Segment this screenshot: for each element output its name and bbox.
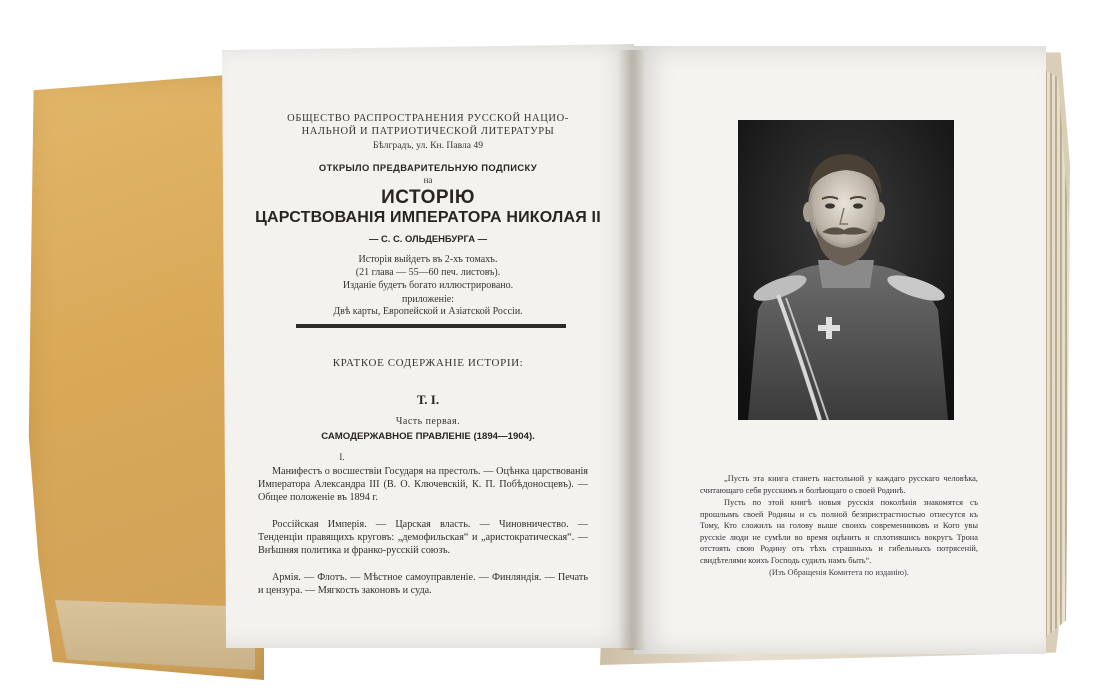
toc-paragraph-3: Армія. — Флотъ. — Мѣстное самоуправленіе. — Финляндія. — Печать и цензура. — Мягкость законовъ и суда.: [258, 572, 588, 596]
chapter-number: I.: [339, 452, 345, 462]
info-line-3: Изданіе будетъ богато иллюстрировано.: [342, 280, 514, 291]
subscription-announcement: ОТКРЫЛО ПРЕДВАРИТЕЛЬНУЮ ПОДПИСКУ: [318, 162, 538, 173]
quote-source: (Изъ Обращенія Комитета по изданію).: [769, 568, 909, 577]
torn-paper-edge: [55, 600, 255, 670]
quote-paragraph-2: Пусть по этой книгѣ новыя русскія поколѣнія знакомятся съ прошлымъ своей Родины и съ полной безпристрастностью отнесутся къ Тому, Кто сложилъ на голову выше своихъ современниковъ и Кого увы русскіе люди не сумѣли во время оцѣнить и сплотившись вокругъ Трона отстоять свою Родину отъ тѣхъ страшныхъ и гибельныхъ потрясеній, свидѣтелями коихъ Господь судилъ намъ быть“.: [700, 498, 978, 565]
publisher-address: Бѣлградъ, ул. Кн. Павла 49: [372, 140, 484, 151]
summary-heading: КРАТКОЕ СОДЕРЖАНІЕ ИСТОРІИ:: [332, 357, 524, 369]
part-label: Часть первая.: [395, 416, 461, 427]
quote-paragraph-1: „Пусть эта книга станетъ настольной у каждаго русскаго человѣка, считающаго себя русскимъ и болѣющаго о своей Родинѣ.: [700, 474, 978, 495]
info-line-2: (21 глава — 55—60 печ. листовъ).: [355, 267, 501, 278]
toc-paragraph-1: Манифестъ о восшествіи Государя на престолъ. — Оцѣнка царствованія Императора Александра III (В. О. Ключевскій, К. П. Побѣдоносцевъ). — Общее положеніе въ 1894 г.: [258, 466, 588, 503]
publisher-line-1: ОБЩЕСТВО РАСПРОСТРАНЕНИЯ РУССКОЙ НАЦИО-: [287, 113, 569, 124]
volume-label: Т. I.: [416, 392, 440, 407]
appendix-text: Двѣ карты, Европейской и Азіатской Россіи.: [333, 306, 523, 317]
publisher-line-2: НАЛЬНОЙ И ПАТРИОТИЧЕСКОЙ ЛИТЕРАТУРЫ: [301, 126, 555, 137]
portrait-photo: [738, 120, 954, 420]
part-title: САМОДЕРЖАВНОЕ ПРАВЛЕНІЕ (1894—1904).: [321, 431, 535, 442]
book-title-line-1: ИСТОРІЮ: [381, 187, 475, 208]
toc-paragraph-2: Россійская Имперія. — Царская власть. — Чиновничество. — Тенденціи правящихъ круговъ: „демофильская“ и „аристократическая“. — Внѣшняя политика и франко-русскій союзъ.: [258, 519, 588, 556]
word-na: на: [423, 175, 433, 185]
heavy-rule: [296, 324, 566, 328]
author-line: — С. С. ОЛЬДЕНБУРГА —: [369, 233, 487, 244]
portrait-illustration: [738, 120, 954, 420]
book-title-line-2: ЦАРСТВОВАНІЯ ИМПЕРАТОРА НИКОЛАЯ II: [255, 209, 601, 226]
info-line-1: Исторія выйдетъ въ 2-хъ томахъ.: [358, 254, 498, 265]
appendix-label: приложеніе:: [401, 294, 454, 305]
